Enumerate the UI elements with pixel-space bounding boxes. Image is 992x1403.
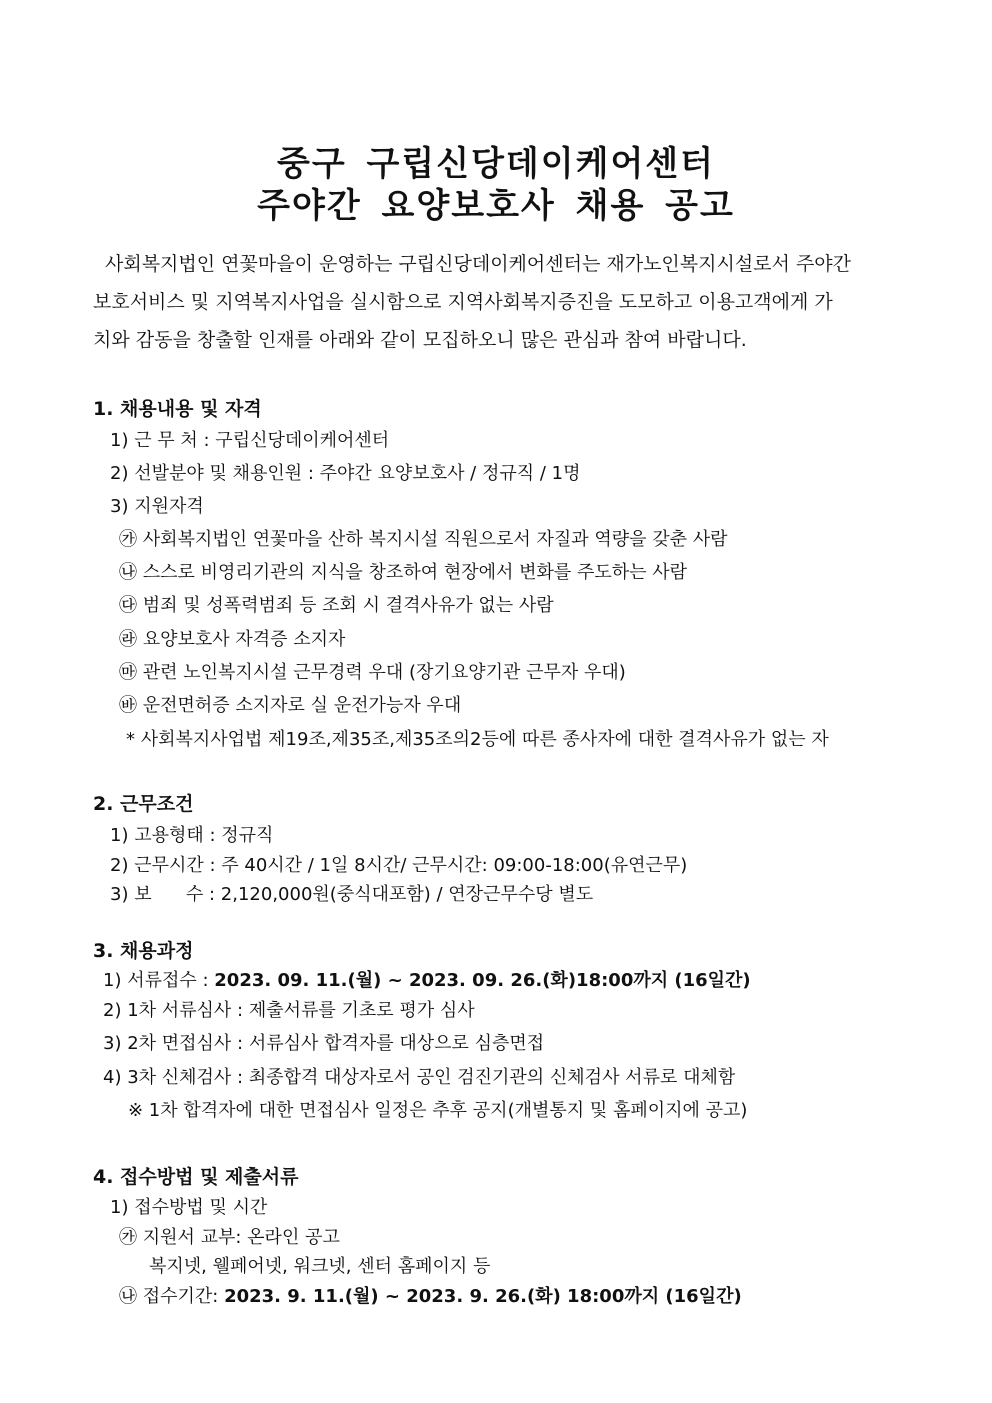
s3-item-1-label: 1) 서류접수 : bbox=[103, 970, 215, 991]
intro-paragraph bbox=[93, 245, 903, 359]
s1-qual-5: ㉲ 관련 노인복지시설 근무경력 우대 (장기요양기관 근무자 우대) bbox=[119, 662, 626, 683]
s1-item-2: 2) 선발분야 및 채용인원 : 주야간 요양보호사 / 정규직 / 1명 bbox=[110, 463, 581, 484]
s1-item-1: 1) 근 무 처 : 구립신당데이케어센터 bbox=[110, 430, 390, 451]
s1-qual-1: ㉮ 사회복지법인 연꽃마을 산하 복지시설 직원으로서 자질과 역량을 갖춘 사람 bbox=[119, 529, 728, 550]
title-line-1: 중구 구립신당데이케어센터 bbox=[277, 144, 715, 184]
section-4-heading: 4. 접수방법 및 제출서류 bbox=[93, 1166, 299, 1188]
s3-item-2: 2) 1차 서류심사 : 제출서류를 기초로 평가 심사 bbox=[103, 1000, 475, 1021]
s1-item-3: 3) 지원자격 bbox=[110, 496, 204, 517]
s2-item-1: 1) 고용형태 : 정규직 bbox=[110, 825, 274, 846]
s3-item-4: 4) 3차 신체검사 : 최종합격 대상자로서 공인 검진기관의 신체검사 서류로 대체함 bbox=[103, 1067, 736, 1088]
s4-qual-2 bbox=[119, 1285, 742, 1309]
s4-qual-2-period: 2023. 9. 11.(월) ~ 2023. 9. 26.(화) 18:00까지 (16일간) bbox=[224, 1286, 742, 1307]
intro-line-3: 치와 감동을 창출할 인재를 아래와 같이 모집하오니 많은 관심과 참여 바랍니다. bbox=[93, 329, 747, 351]
section-3-heading: 3. 채용과정 bbox=[93, 940, 194, 962]
s4-item-1: 1) 접수방법 및 시간 bbox=[110, 1197, 268, 1218]
s3-item-1 bbox=[103, 969, 751, 993]
section-1-heading: 1. 채용내용 및 자격 bbox=[93, 398, 262, 420]
s1-note: * 사회복지사업법 제19조,제35조,제35조의2등에 따른 종사자에 대한 결격사유가 없는 자 bbox=[126, 729, 829, 750]
s1-qual-6: ㉳ 운전면허증 소지자로 실 운전가능자 우대 bbox=[119, 695, 462, 716]
s4-qual-1: ㉮ 지원서 교부: 온라인 공고 bbox=[119, 1227, 340, 1248]
s2-item-2: 2) 근무시간 : 주 40시간 / 1일 8시간/ 근무시간: 09:00-18:00(유연근무) bbox=[110, 855, 688, 876]
s1-qual-4: ㉱ 요양보호사 자격증 소지자 bbox=[119, 629, 346, 650]
s3-note: ※ 1차 합격자에 대한 면접심사 일정은 추후 공지(개별통지 및 홈페이지에 공고) bbox=[128, 1100, 748, 1121]
section-2-heading: 2. 근무조건 bbox=[93, 793, 194, 815]
s4-qual-1-channels: 복지넷, 웰페어넷, 워크넷, 센터 홈페이지 등 bbox=[149, 1256, 491, 1277]
s3-item-3: 3) 2차 면접심사 : 서류심사 합격자를 대상으로 심층면접 bbox=[103, 1033, 545, 1054]
s3-item-1-period: 2023. 09. 11.(월) ~ 2023. 09. 26.(화)18:00까지 (16일간) bbox=[214, 970, 751, 991]
s2-item-3: 3) 보 수 : 2,120,000원(중식대포함) / 연장근무수당 별도 bbox=[110, 884, 594, 905]
intro-line-1: 사회복지법인 연꽃마을이 운영하는 구립신당데이케어센터는 재가노인복지시설로서 주야간 bbox=[105, 253, 852, 275]
title-line-2: 주야간 요양보호사 채용 공고 bbox=[257, 186, 735, 226]
intro-line-2: 보호서비스 및 지역복지사업을 실시함으로 지역사회복지증진을 도모하고 이용고객에게 가 bbox=[93, 291, 833, 313]
s4-qual-2-label: ㉯ 접수기간: bbox=[119, 1286, 225, 1307]
s1-qual-3: ㉰ 범죄 및 성폭력범죄 등 조회 시 결격사유가 없는 사람 bbox=[119, 595, 554, 616]
s1-qual-2: ㉯ 스스로 비영리기관의 지식을 창조하여 현장에서 변화를 주도하는 사람 bbox=[119, 562, 688, 583]
